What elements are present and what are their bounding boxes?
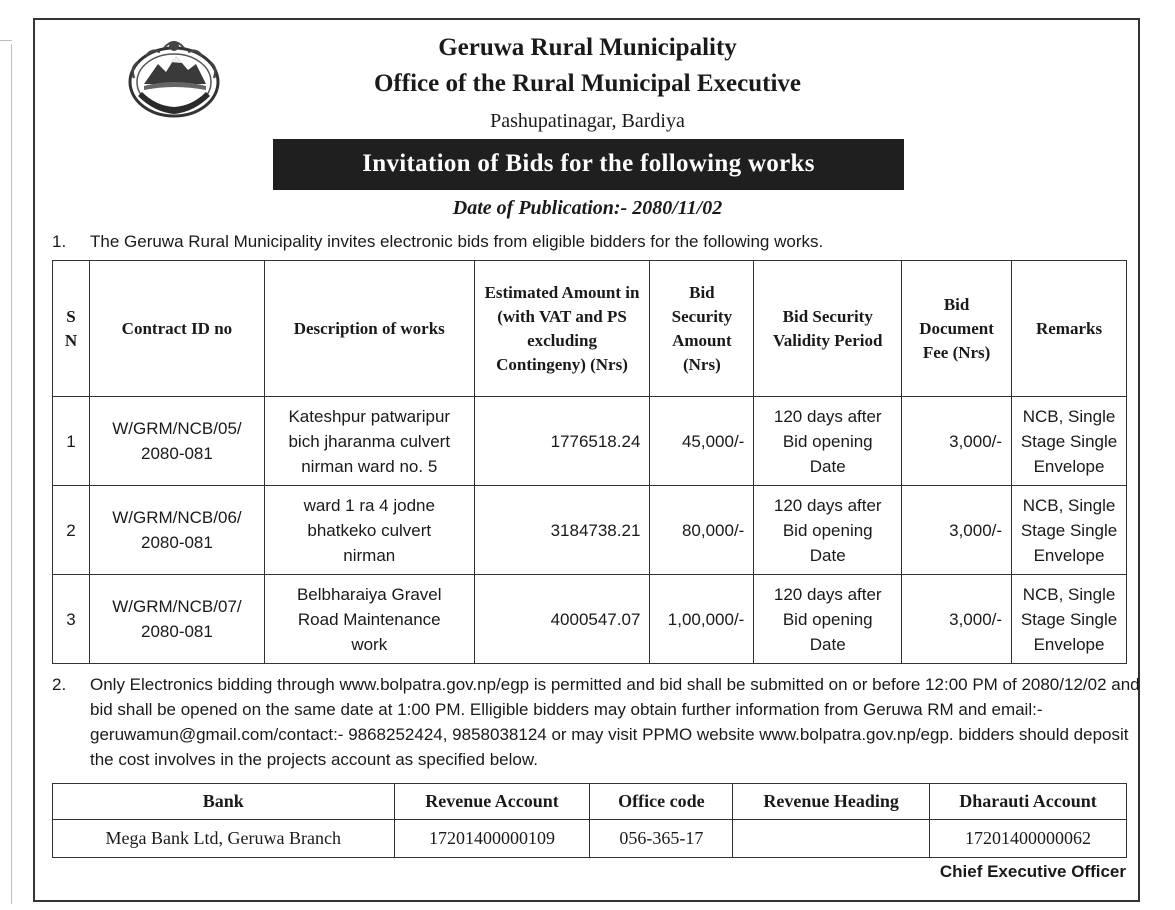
header-dharauti-account: Dharauti Account xyxy=(930,784,1127,820)
cell-revenue-heading xyxy=(733,820,930,858)
header-estimated-amount: Estimated Amount in (with VAT and PS excluding Contingeny) (Nrs) xyxy=(474,261,650,397)
table-header-row xyxy=(53,261,1127,397)
paragraph-text: The Geruwa Rural Municipality invites electronic bids from eligible bidders for the following works. xyxy=(90,232,824,251)
cell-description: ward 1 ra 4 jodne bhatkeko culvert nirman xyxy=(264,486,474,575)
header-revenue-account: Revenue Account xyxy=(394,784,590,820)
cell-description: Kateshpur patwaripur bich jharanma culvert nirman ward no. 5 xyxy=(264,397,474,486)
table-header-row xyxy=(53,784,1127,820)
cell-contract-id: W/GRM/NCB/06/ 2080-081 xyxy=(89,486,264,575)
header-validity: Bid Security Validity Period xyxy=(754,261,902,397)
header-bank: Bank xyxy=(53,784,395,820)
office-location: Pashupatinagar, Bardiya xyxy=(490,110,685,132)
cell-bank: Mega Bank Ltd, Geruwa Branch xyxy=(53,820,395,858)
cell-document-fee: 3,000/- xyxy=(902,486,1012,575)
cell-contract-id: W/GRM/NCB/05/ 2080-081 xyxy=(89,397,264,486)
header-contract-id: Contract ID no xyxy=(89,261,264,397)
cell-remarks: NCB, Single Stage Single Envelope xyxy=(1012,397,1127,486)
header-description: Description of works xyxy=(264,261,474,397)
paragraph-number: 1. xyxy=(52,232,67,251)
header-bid-security: Bid Security Amount (Nrs) xyxy=(650,261,754,397)
cell-estimated-amount: 4000547.07 xyxy=(474,575,650,664)
cell-office-code: 056-365-17 xyxy=(590,820,733,858)
works-table xyxy=(52,260,1127,664)
cell-validity: 120 days after Bid opening Date xyxy=(754,575,902,664)
municipality-name: Geruwa Rural Municipality xyxy=(438,34,737,61)
table-row xyxy=(53,486,1127,575)
cell-revenue-account: 17201400000109 xyxy=(394,820,590,858)
table-row xyxy=(53,820,1127,858)
bank-account-table xyxy=(52,783,1127,858)
cell-dharauti-account: 17201400000062 xyxy=(930,820,1127,858)
cell-bid-security: 45,000/- xyxy=(650,397,754,486)
header-sn: S N xyxy=(53,261,90,397)
cell-bid-security: 1,00,000/- xyxy=(650,575,754,664)
paragraph-number: 2. xyxy=(52,675,67,694)
cell-remarks: NCB, Single Stage Single Envelope xyxy=(1012,486,1127,575)
cell-bid-security: 80,000/- xyxy=(650,486,754,575)
header-remarks: Remarks xyxy=(1012,261,1127,397)
cell-validity: 120 days after Bid opening Date xyxy=(754,486,902,575)
office-name: Office of the Rural Municipal Executive xyxy=(373,70,801,97)
header-office-code: Office code xyxy=(590,784,733,820)
cell-remarks: NCB, Single Stage Single Envelope xyxy=(1012,575,1127,664)
cell-document-fee: 3,000/- xyxy=(902,575,1012,664)
publication-date: Date of Publication:- 2080/11/02 xyxy=(452,197,723,219)
signature-title: Chief Executive Officer xyxy=(939,862,1126,881)
cell-sn: 2 xyxy=(53,486,90,575)
cell-sn: 1 xyxy=(53,397,90,486)
cell-document-fee: 3,000/- xyxy=(902,397,1012,486)
paragraph-text: Only Electronics bidding through www.bolpatra.gov.np/egp is permitted and bid shall be submitted on or before 12:00 PM of 2080/12/02 and bid shall be opened on the same date at 1:00 PM. Elligible bidders may obtain further information from Geruwa RM and email:- geruwamun@gmail.com/contact:- 9868252424, 9858038124 or may visit PPMO website www.bolpatra.gov.np/egp. bidders should deposit the cost involves in the projects account as specified below. xyxy=(90,675,1140,769)
cell-estimated-amount: 3184738.21 xyxy=(474,486,650,575)
header-revenue-heading: Revenue Heading xyxy=(733,784,930,820)
cell-description: Belbharaiya Gravel Road Maintenance work xyxy=(264,575,474,664)
cell-sn: 3 xyxy=(53,575,90,664)
header-document-fee: Bid Document Fee (Nrs) xyxy=(902,261,1012,397)
table-row xyxy=(53,575,1127,664)
cell-estimated-amount: 1776518.24 xyxy=(474,397,650,486)
cell-contract-id: W/GRM/NCB/07/ 2080-081 xyxy=(89,575,264,664)
page-edge-line xyxy=(11,44,12,904)
cell-validity: 120 days after Bid opening Date xyxy=(754,397,902,486)
notice-banner-title: Invitation of Bids for the following works xyxy=(273,139,904,190)
table-row xyxy=(53,397,1127,486)
